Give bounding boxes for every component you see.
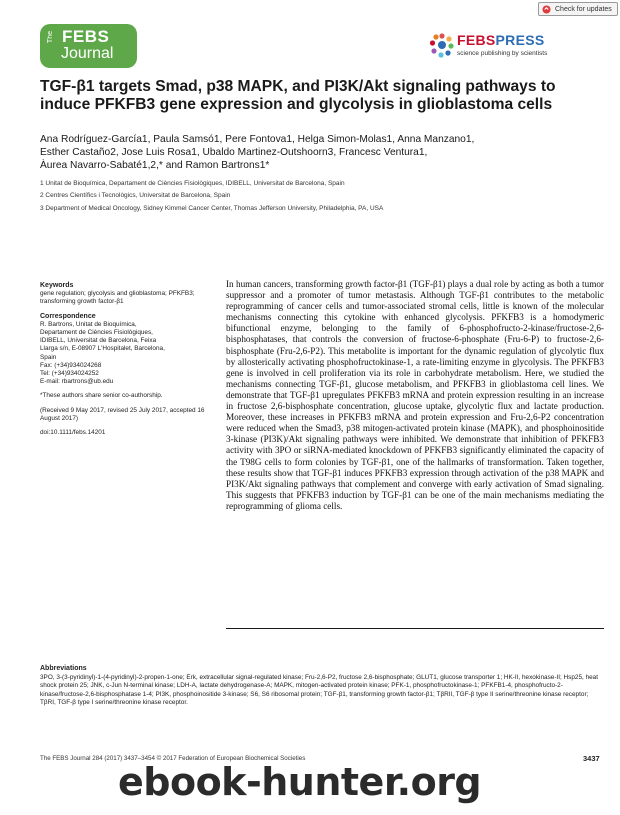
journal-logo-the: The — [47, 31, 54, 44]
author-list — [40, 133, 600, 172]
senior-authorship-note: *These authors share senior co-authorship. — [40, 392, 163, 400]
press-name: FEBSPRESS — [457, 32, 545, 48]
press-logo — [429, 30, 589, 64]
correspondence-line: Fax: (+34)934024268 — [40, 361, 102, 369]
correspondence-line: Departament de Ciències Fisiològiques, — [40, 329, 153, 337]
doi-link[interactable]: doi:10.1111/febs.14201 — [40, 429, 106, 437]
abbreviations-text: 3PO, 3-(3-pyridinyl)-1-(4-pyridinyl)-2-propen-1-one; Erk, extracellular signal-regulated kinase; Fru-2,6-P2, fructose 2,6-bisphosphate; GLUT1, glucose transporter 1; HK-II, hexokinase-II; Hsp25, heat shock protein 25; JNK, c-Jun N-terminal kinase; LDH-A, lactate dehydrogenase-A; MAPK, mitogen-activated protein kinase; PFK-1, phosphofructokinase-1; PFKFB1-4, phosphofructo-2-kinase/fructose-2,6-bisphosphatase 1-4; PI3K, phosphoinositide 3-kinase; S6, S6 ribosomal protein; TGF-β1, transforming growth factor-β1; TβRII, TGF-β type II serine/threonine kinase receptor; TβRI, TGF-β type I serine/threonine kinase receptor. — [40, 674, 599, 706]
watermark: ebook-hunter.org — [118, 760, 482, 804]
abbreviations-heading: Abbreviations — [40, 665, 87, 672]
page-number: 3437 — [583, 754, 600, 763]
correspondence-line: Tel: (+34)934024252 — [40, 370, 99, 378]
journal-logo-name: FEBS — [62, 27, 110, 46]
abstract-divider — [226, 628, 604, 629]
abstract-text: In human cancers, transforming growth factor-β1 (TGF-β1) plays a dual role by acting as both a tumor suppressor and a promoter of tumor metastasis. Although TGF-β1 contributes to the metabolic reprogramming of cancer cells and tumor-associated stromal cells, little is known of the molecular mechanisms connecting this cytokine with enhanced glycolysis. PFKFB3 is a homodymeric bifunctional enzyme, belonging to the family of 6-phosphofructo-2-kinase/fructose-2,6-bisphosphatases, that controls the conversion of fructose-6-phosphate (Fru-6-P) to fructose-2,6-bisphosphate (Fru-2,6-P2). This metabolite is important for the dynamic regulation of glycolytic flux by allosterically activating phosphofructokinase-1, a rate-limiting enzyme in glycolysis. The PFKFB3 gene is involved in cell proliferation via its role in carbohydrate metabolism. Here, we studied the mechanisms connecting TGF-β1, glucose metabolism, and PFKFB3 in glioblastoma cell lines. We demonstrate that TGF-β1 upregulates PFKFB3 mRNA and protein expression resulting in an increase in fructose 2,6-bisphosphate concentration, glucose uptake, glycolytic flux and lactate production. Moreover, these increases in PFKFB3 mRNA and protein expression and Fru-2,6-P2 concentration were reduced when the Smad3, p38 mitogen-activated protein kinase (MAPK), and phosphoinositide 3-kinase (PI3K)/Akt signaling pathways were inhibited. We demonstrate that inhibition of PFKFB3 activity with 3PO or siRNA-mediated knockdown of PFKFB3 significantly eliminated the capacity of the T98G cells to form colonies by TGF-β1, one of the hallmarks of transformation. Taken together, these results show that TGF-β1 induces PFKFB3 expression through activation of the p38 MAPK and PI3K/Akt signaling pathways that complement and converge with early activation of Smad signaling. This suggests that PFKFB3 induction by TGF-β1 can be one of the main mechanisms mediating the reprogramming of glioma cells. — [226, 279, 604, 511]
affiliation: 2 Centres Científics i Tecnològics, Universitat de Barcelona, Spain — [40, 192, 231, 200]
author-line: Àurea Navarro-Sabaté1,2,* and Ramon Bartrons1* — [40, 160, 270, 171]
correspondence-line: IDIBELL, Universitat de Barcelona, Feixa — [40, 337, 157, 345]
keywords-text: gene regulation; glycolysis and glioblastoma; PFKFB3; transforming growth factor-β1 — [40, 290, 195, 306]
update-icon — [542, 5, 551, 14]
affiliation: 3 Department of Medical Oncology, Sidney Kimmel Cancer Center, Thomas Jefferson University, Philadelphia, PA, USA — [40, 204, 384, 212]
correspondence-line: Llarga s/n, E-08907 L'Hospitalet, Barcelona, — [40, 345, 165, 353]
journal-logo — [40, 24, 137, 68]
correspondence-email[interactable]: E-mail: rbartrons@ub.edu — [40, 378, 114, 386]
correspondence-line: Spain — [40, 353, 57, 361]
affiliation: 1 Unitat de Bioquímica, Departament de Ciències Fisiològiques, IDIBELL, Universitat de Barcelona, Spain — [40, 180, 345, 187]
keywords-heading: Keywords — [40, 282, 74, 289]
correspondence-line: R. Bartrons, Unitat de Bioquímica, — [40, 320, 137, 328]
article-title: TGF-β1 targets Smad, p38 MAPK, and PI3K/Akt signaling pathways to induce PFKFB3 gene expression and glycolysis in glioblastoma cells — [40, 78, 556, 113]
correspondence-heading: Correspondence — [40, 312, 96, 320]
check-for-updates-button[interactable] — [538, 2, 618, 16]
received-history: (Received 9 May 2017, revised 25 July 2017, accepted 16 August 2017) — [40, 406, 205, 422]
check-for-updates-label: Check for updates — [555, 5, 612, 13]
press-dots-icon — [429, 32, 455, 58]
author-line: Esther Castaño2, Jose Luis Rosa1, Ubaldo Martinez-Outshoorn3, Francesc Ventura1, — [40, 147, 428, 158]
journal-footer: The FEBS Journal 284 (2017) 3437–3454 © 2017 Federation of European Biochemical Societies — [40, 755, 306, 762]
journal-logo-word: Journal — [61, 45, 114, 62]
article-sidebar — [40, 282, 212, 443]
affiliations — [40, 180, 600, 217]
author-line: Ana Rodríguez-García1, Paula Samsó1, Pere Fontova1, Helga Simon-Molas1, Anna Manzano1, — [40, 134, 475, 145]
press-tagline: science publishing by scientists — [457, 50, 548, 57]
